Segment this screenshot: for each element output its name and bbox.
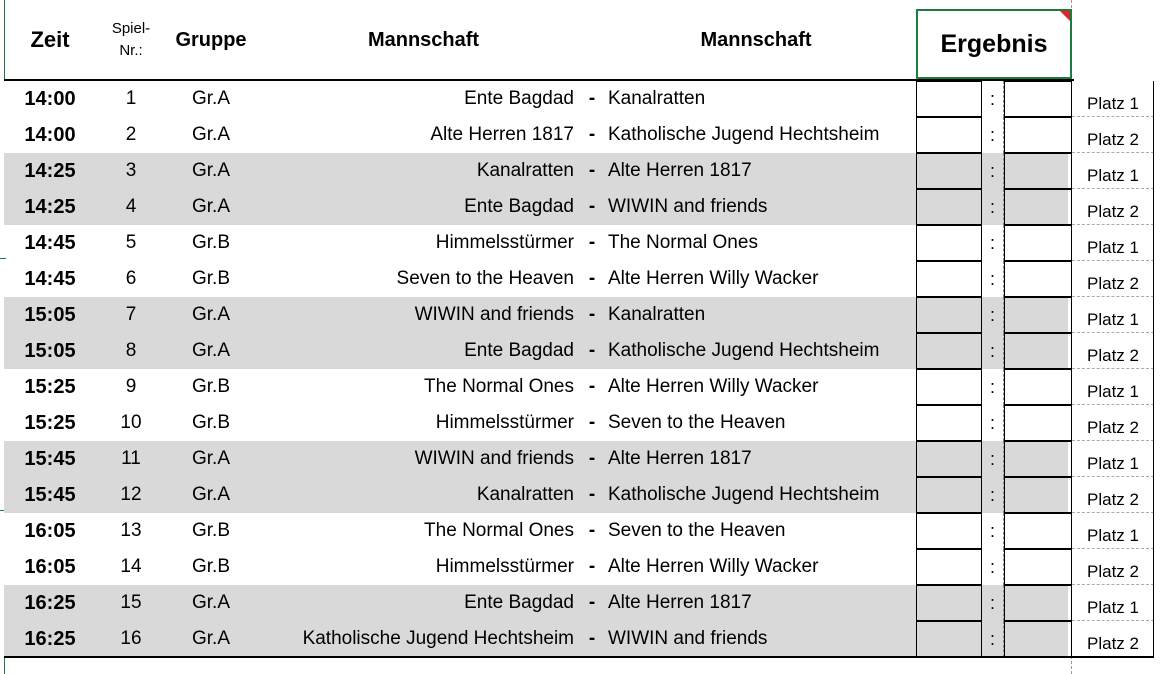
cell-zeit[interactable]: 15:25 [24,411,76,434]
cell-platz[interactable]: Platz 2 [1072,261,1154,297]
cell-team-1[interactable]: The Normal Ones [424,376,574,397]
cell-separator: - [588,520,596,541]
cell-separator: - [588,196,596,217]
score-input-team-1[interactable] [916,405,982,441]
cell-spiel-nr[interactable]: 10 [120,412,142,433]
cell-gruppe[interactable]: Gr.A [191,304,230,325]
cell-gruppe[interactable]: Gr.B [191,556,230,577]
table-row [4,513,1154,549]
cell-spiel-nr[interactable]: 1 [125,88,137,109]
score-input-team-2[interactable] [1004,369,1072,405]
score-input-team-2[interactable] [1004,513,1072,549]
table-row [4,549,1154,585]
score-colon: : [982,333,1004,369]
cell-platz[interactable]: Platz 1 [1072,225,1154,261]
header-spiel-line2: Nr.: [119,42,143,59]
header-mannschaft-2[interactable]: Mannschaft [700,28,812,51]
cell-team-2[interactable]: WIWIN and friends [608,196,768,217]
cell-platz[interactable]: Platz 2 [1072,405,1154,441]
cell-gruppe[interactable]: Gr.A [191,592,230,613]
table-row [4,621,1154,657]
cell-separator: - [588,448,596,469]
cell-spiel-nr[interactable]: 2 [125,124,137,145]
comment-indicator-icon[interactable] [1060,11,1070,21]
score-input-team-2[interactable] [1004,189,1072,225]
cell-separator: - [588,592,596,613]
cell-gruppe[interactable]: Gr.B [191,268,230,289]
cell-team-1[interactable]: Seven to the Heaven [396,268,574,289]
score-input-team-1[interactable] [916,225,982,261]
table-row [4,117,1154,153]
table-row [4,333,1154,369]
cell-team-1[interactable]: WIWIN and friends [414,448,574,469]
cell-spiel-nr[interactable]: 13 [120,520,142,541]
cell-team-1[interactable]: Ente Bagdad [464,88,574,109]
cell-zeit[interactable]: 14:45 [24,267,76,290]
cell-platz[interactable]: Platz 1 [1072,153,1154,189]
cell-team-1[interactable]: Ente Bagdad [464,196,574,217]
score-colon: : [982,297,1004,333]
score-input-team-2[interactable] [1004,405,1072,441]
cell-team-1[interactable]: Himmelsstürmer [435,556,574,577]
score-input-team-1[interactable] [916,513,982,549]
cell-zeit[interactable]: 14:25 [24,195,76,218]
cell-platz[interactable]: Platz 2 [1072,333,1154,369]
header-zeit[interactable]: Zeit [30,27,70,52]
table-row [4,297,1154,333]
cell-separator: - [588,628,596,649]
cell-team-1[interactable]: Kanalratten [476,160,574,181]
cell-team-1[interactable]: Ente Bagdad [464,340,574,361]
score-input-team-1[interactable] [916,441,982,477]
score-colon: : [982,261,1004,297]
cell-zeit[interactable]: 16:05 [24,519,76,542]
score-input-team-1[interactable] [916,153,982,189]
header-spiel-nr[interactable] [96,0,166,80]
cell-gruppe[interactable]: Gr.A [191,124,230,145]
table-header [4,0,1154,80]
cell-team-2[interactable]: Katholische Jugend Hechtsheim [608,484,880,505]
cell-gruppe[interactable]: Gr.A [191,196,230,217]
cell-separator: - [588,484,596,505]
score-input-team-2[interactable] [1004,621,1072,657]
score-input-team-2[interactable] [1004,333,1072,369]
cell-platz[interactable]: Platz 1 [1072,297,1154,333]
header-ergebnis-selected-cell[interactable] [916,9,1072,79]
cell-platz[interactable]: Platz 2 [1072,189,1154,225]
cell-spiel-nr[interactable]: 15 [120,592,142,613]
cell-gruppe[interactable]: Gr.A [191,628,230,649]
cell-zeit[interactable]: 16:25 [24,627,76,650]
cell-spiel-nr[interactable]: 12 [120,484,142,505]
cell-spiel-nr[interactable]: 5 [125,232,137,253]
cell-spiel-nr[interactable]: 7 [125,304,137,325]
cell-zeit[interactable]: 15:45 [24,447,76,470]
cell-spiel-nr[interactable]: 6 [125,268,137,289]
score-colon: : [982,405,1004,441]
table-row [4,585,1154,621]
score-colon: : [982,81,1004,117]
score-input-team-2[interactable] [1004,261,1072,297]
score-input-team-1[interactable] [916,117,982,153]
score-input-team-2[interactable] [1004,585,1072,621]
cell-team-2[interactable]: Seven to the Heaven [608,412,786,433]
cell-separator: - [588,412,596,433]
cell-spiel-nr[interactable]: 9 [125,376,137,397]
cell-spiel-nr[interactable]: 16 [120,628,142,649]
match-table-body [4,81,1154,657]
table-bottom-border [4,656,1154,658]
cell-separator: - [588,88,596,109]
cell-platz[interactable]: Platz 1 [1072,369,1154,405]
cell-team-2[interactable]: Alte Herren 1817 [608,592,752,613]
cell-platz[interactable]: Platz 1 [1072,513,1154,549]
cell-team-1[interactable]: Himmelsstürmer [435,232,574,253]
score-colon: : [982,225,1004,261]
score-input-team-2[interactable] [1004,477,1072,513]
cell-team-1[interactable]: Himmelsstürmer [435,412,574,433]
cell-separator: - [588,268,596,289]
score-input-team-2[interactable] [1004,117,1072,153]
table-row [4,405,1154,441]
score-colon: : [982,189,1004,225]
header-mannschaft-1[interactable]: Mannschaft [367,28,480,51]
score-input-team-1[interactable] [916,297,982,333]
cell-spiel-nr[interactable]: 4 [125,196,137,217]
cell-separator: - [588,232,596,253]
cell-gruppe[interactable]: Gr.A [191,484,230,505]
cell-separator: - [588,304,596,325]
cell-team-1[interactable]: Ente Bagdad [464,592,574,613]
score-input-team-2[interactable] [1004,225,1072,261]
cell-gruppe[interactable]: Gr.B [191,232,230,253]
cell-team-2[interactable]: Katholische Jugend Hechtsheim [608,124,880,145]
cell-team-2[interactable]: Alte Herren 1817 [608,448,752,469]
cell-zeit[interactable]: 15:45 [24,483,76,506]
score-colon: : [982,621,1004,657]
score-input-team-2[interactable] [1004,153,1072,189]
score-input-team-2[interactable] [1004,441,1072,477]
cell-team-2[interactable]: Seven to the Heaven [608,520,786,541]
cell-team-2[interactable]: The Normal Ones [608,232,758,253]
score-colon: : [982,441,1004,477]
cell-team-1[interactable]: Katholische Jugend Hechtsheim [302,628,574,649]
score-input-team-1[interactable] [916,333,982,369]
cell-spiel-nr[interactable]: 11 [121,448,141,469]
cell-platz[interactable]: Platz 2 [1072,117,1154,153]
score-input-team-1[interactable] [916,81,982,117]
score-input-team-1[interactable] [916,585,982,621]
header-spiel-line1: Spiel- [111,20,151,37]
cell-zeit[interactable]: 16:05 [24,555,76,578]
cell-team-1[interactable]: Kanalratten [476,484,574,505]
cell-gruppe[interactable]: Gr.A [191,340,230,361]
cell-zeit[interactable]: 14:00 [24,123,76,146]
cell-team-2[interactable]: WIWIN and friends [608,628,768,649]
score-colon: : [982,369,1004,405]
cell-separator: - [588,124,596,145]
cell-zeit[interactable]: 15:05 [24,339,76,362]
cell-team-1[interactable]: The Normal Ones [424,520,574,541]
cell-gruppe[interactable]: Gr.B [191,376,230,397]
cell-platz[interactable]: Platz 1 [1072,81,1154,117]
header-ergebnis-label: Ergebnis [940,29,1048,58]
cell-separator: - [588,160,596,181]
table-row [4,477,1154,513]
cell-team-2[interactable]: Alte Herren Willy Wacker [608,556,819,577]
score-input-team-1[interactable] [916,477,982,513]
cell-team-2[interactable]: Kanalratten [608,88,706,109]
score-input-team-2[interactable] [1004,81,1072,117]
table-row [4,369,1154,405]
cell-zeit[interactable]: 15:05 [24,303,76,326]
cell-team-1[interactable]: Alte Herren 1817 [430,124,574,145]
score-colon: : [982,549,1004,585]
cell-zeit[interactable]: 14:00 [24,87,76,110]
cell-gruppe[interactable]: Gr.A [191,448,230,469]
cell-team-1[interactable]: WIWIN and friends [414,304,574,325]
table-row [4,81,1154,117]
table-row [4,261,1154,297]
score-input-team-2[interactable] [1004,549,1072,585]
cell-team-2[interactable]: Kanalratten [608,304,706,325]
cell-team-2[interactable]: Alte Herren Willy Wacker [608,376,819,397]
cell-platz[interactable]: Platz 2 [1072,477,1154,513]
cell-zeit[interactable]: 16:25 [24,591,76,614]
cell-separator: - [588,376,596,397]
cell-team-2[interactable]: Alte Herren Willy Wacker [608,268,819,289]
table-row [4,441,1154,477]
cell-team-2[interactable]: Katholische Jugend Hechtsheim [608,340,880,361]
cell-gruppe[interactable]: Gr.B [191,412,230,433]
cell-gruppe[interactable]: Gr.B [191,520,230,541]
table-row [4,225,1154,261]
cell-separator: - [588,340,596,361]
score-colon: : [982,585,1004,621]
cell-spiel-nr[interactable]: 3 [125,160,137,181]
cell-separator: - [588,556,596,577]
column-edge-marker [4,656,5,674]
cell-platz[interactable]: Platz 1 [1072,441,1154,477]
score-colon: : [982,513,1004,549]
score-input-team-1[interactable] [916,621,982,657]
result-column-border [916,81,917,657]
score-colon: : [982,153,1004,189]
table-row [4,153,1154,189]
cell-spiel-nr[interactable]: 8 [125,340,137,361]
cell-gruppe[interactable]: Gr.A [191,88,230,109]
cell-zeit[interactable]: 14:25 [24,159,76,182]
score-input-team-1[interactable] [916,189,982,225]
cell-platz[interactable]: Platz 1 [1072,585,1154,621]
table-right-border [1153,81,1154,657]
cell-platz[interactable]: Platz 2 [1072,621,1154,657]
score-colon: : [982,477,1004,513]
cell-platz[interactable]: Platz 2 [1072,549,1154,585]
cell-zeit[interactable]: 14:45 [24,231,76,254]
score-input-team-1[interactable] [916,369,982,405]
cell-zeit[interactable]: 15:25 [24,375,76,398]
score-colon: : [982,117,1004,153]
table-row [4,189,1154,225]
cell-spiel-nr[interactable]: 14 [120,556,142,577]
score-input-team-2[interactable] [1004,297,1072,333]
score-input-team-1[interactable] [916,261,982,297]
cell-team-2[interactable]: Alte Herren 1817 [608,160,752,181]
cell-gruppe[interactable]: Gr.A [191,160,230,181]
header-gruppe[interactable]: Gruppe [175,28,247,51]
score-input-team-1[interactable] [916,549,982,585]
